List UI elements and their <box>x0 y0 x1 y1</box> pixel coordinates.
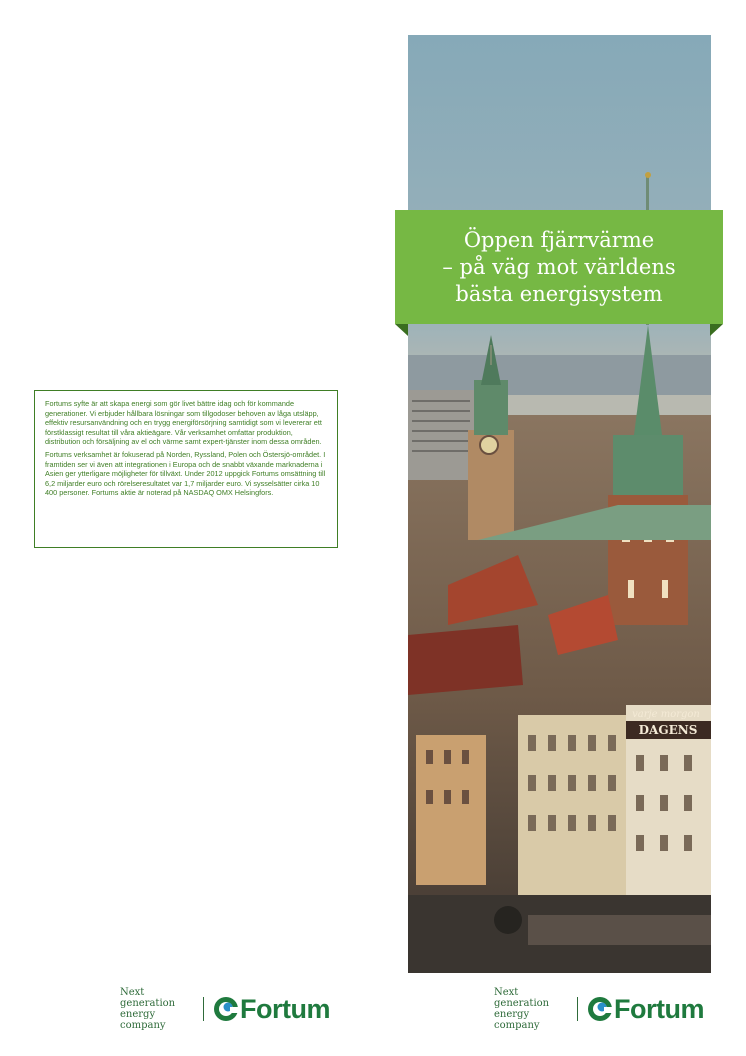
sign-dagens: DAGENS <box>638 723 698 737</box>
fortum-mark-icon <box>587 996 613 1022</box>
info-paragraph-purpose: Fortums syfte är att skapa energi som gör livet bättre idag och för kommande generationer. Vi erbjuder hållbara lösningar som tillgodoser behoven av låga utsläpp, effektiv resursanvändning och en trygg energiförsörjning samtidigt som vi levererar ett förstklassigt resultat till våra aktieägare. Vår verksamhet omfattar produktion, distribution och försäljning av el och värme samt expert-tjänster inom dessa områden. <box>45 399 322 447</box>
logo-brand <box>587 994 704 1025</box>
cover-title-line-2: – på väg mot världens <box>442 254 676 279</box>
banner-fold-left <box>395 324 408 336</box>
fortum-mark-icon <box>213 996 239 1022</box>
logo-tagline-line-2: energy company <box>120 1009 166 1031</box>
logo-tagline <box>494 987 574 1031</box>
logo-tagline <box>120 987 200 1031</box>
logo-divider <box>203 997 204 1021</box>
logo-brand <box>213 994 330 1025</box>
logo-divider <box>577 997 578 1021</box>
logo-brand-text: Fortum <box>240 993 330 1024</box>
logo-tagline-line-2: energy company <box>494 1009 540 1031</box>
info-paragraph-operations: Fortums verksamhet är fokuserad på Norden, Ryssland, Polen och Östersjö-området. I framtiden ser vi även att integrationen i Europa och de snabbt växande marknaderna i Asien ger ytterligare möjligheter för tillväxt. Under 2012 uppgick Fortums omsättning till 6,2 miljarder euro och rörelseresultatet var 1,7 miljarder euro. Vi sysselsätter cirka 10 400 personer. Fortums aktie är noterad på NASDAQ OMX Helsingfors. <box>45 449 326 498</box>
fortum-logo-back <box>120 987 330 1031</box>
cover-title-line-3: bästa energisystem <box>455 281 663 306</box>
logo-brand-text: Fortum <box>614 993 704 1024</box>
cover-photo-stockholm <box>408 35 711 973</box>
banner-fold-right <box>710 324 723 336</box>
cover-title-banner <box>395 210 723 324</box>
logo-tagline-line-1: Next generation <box>120 987 176 1009</box>
sign-varje-morgon: varje morgon <box>632 709 700 720</box>
company-info-box <box>34 390 338 548</box>
logo-tagline-line-1: Next generation <box>494 987 550 1009</box>
fortum-logo-front <box>494 987 704 1031</box>
cover-title-line-1: Öppen fjärrvärme <box>463 227 655 252</box>
